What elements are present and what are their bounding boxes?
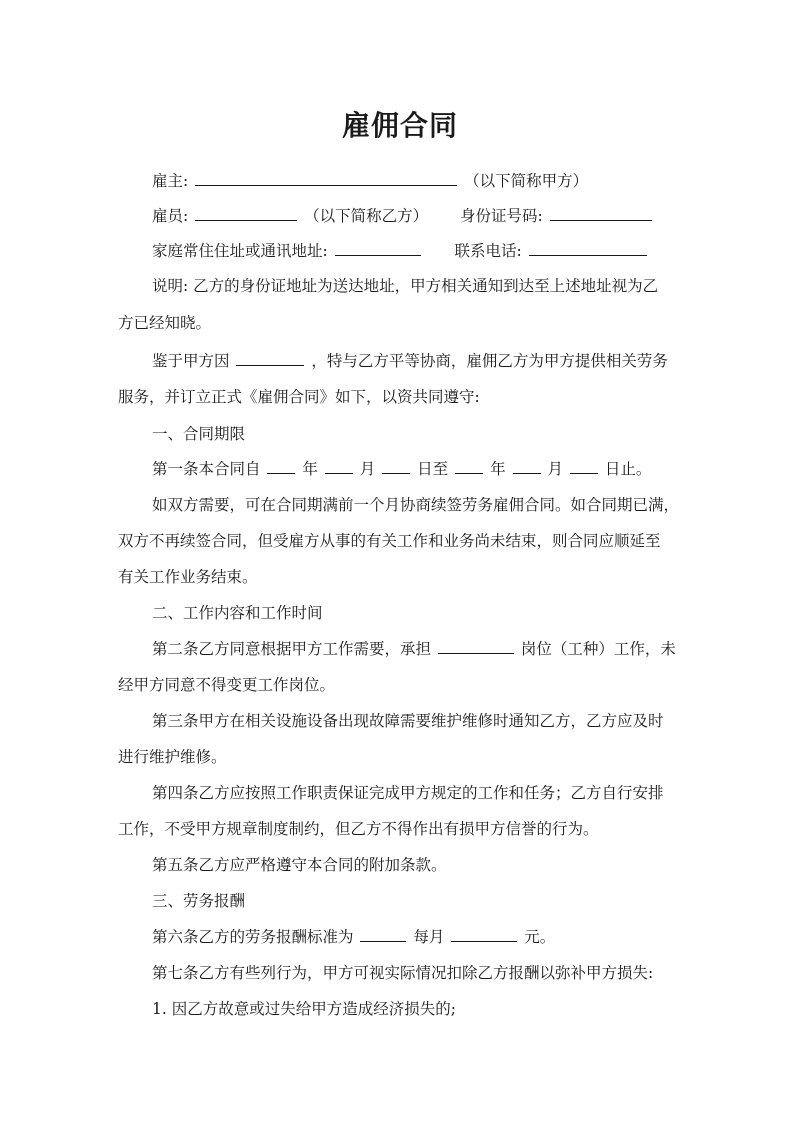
id-number-label: 身份证号码: xyxy=(460,207,543,225)
article-7-line: 第七条乙方有些列行为，甲方可视实际情况扣除乙方报酬以弥补甲方损失: xyxy=(152,964,654,982)
employer-line xyxy=(152,170,588,192)
article-2-text-b: 岗位（工种）工作，未 xyxy=(520,640,676,658)
start-day-blank[interactable] xyxy=(382,458,410,474)
note-line-1: 说明: 乙方的身份证地址为送达地址，甲方相关通知到达至上述地址视为乙 xyxy=(152,277,659,295)
article-1-line xyxy=(152,458,651,480)
preamble-text-a: 鉴于甲方因 xyxy=(152,352,230,370)
end-month-unit: 月 xyxy=(547,460,563,478)
phone-blank[interactable] xyxy=(529,240,647,256)
preamble-text-b: ，特与乙方平等协商，雇佣乙方为甲方提供相关劳务 xyxy=(311,352,668,370)
preamble-line-2: 服务，并订立正式《雇佣合同》如下，以资共同遵守: xyxy=(118,388,480,406)
article-1-text: 第一条本合同自 xyxy=(152,460,261,478)
article-6-text-b: 每月 xyxy=(413,928,445,946)
end-year-unit: 年 xyxy=(490,460,506,478)
start-day-unit: 日至 xyxy=(417,460,449,478)
article-2-line-2: 经甲方同意不得变更工作岗位。 xyxy=(118,676,336,694)
employee-blank[interactable] xyxy=(195,205,297,221)
section-2-heading: 二、工作内容和工作时间 xyxy=(152,604,323,622)
end-day-blank[interactable] xyxy=(570,458,598,474)
renewal-line-3: 有关工作业务结束。 xyxy=(118,568,258,586)
article-6-line xyxy=(152,926,555,948)
article-6-text-c: 元。 xyxy=(524,928,556,946)
pay-standard-blank[interactable] xyxy=(360,926,406,942)
employer-suffix: （以下简称甲方） xyxy=(464,172,589,190)
article-2-text-a: 第二条乙方同意根据甲方工作需要，承担 xyxy=(152,640,432,658)
end-month-blank[interactable] xyxy=(513,458,541,474)
article-3-line-1: 第三条甲方在相关设施设备出现故障需要维护维修时通知乙方，乙方应及时 xyxy=(152,712,664,730)
renewal-line-1: 如双方需要，可在合同期满前一个月协商续签劳务雇佣合同。如合同期已满， xyxy=(152,496,680,514)
section-3-heading: 三、劳务报酬 xyxy=(152,892,246,910)
monthly-amount-blank[interactable] xyxy=(451,926,517,942)
end-day-unit: 日止。 xyxy=(604,460,652,478)
phone-label: 联系电话: xyxy=(454,242,522,260)
employee-suffix: （以下简称乙方） xyxy=(304,207,429,225)
section-1-heading: 一、合同期限 xyxy=(152,425,246,443)
start-year-unit: 年 xyxy=(302,460,318,478)
start-month-unit: 月 xyxy=(359,460,376,478)
start-month-blank[interactable] xyxy=(325,458,353,474)
renewal-line-2: 双方不再续签合同，但受雇方从事的有关工作和业务尚未结束，则合同应顺延至 xyxy=(118,532,661,550)
preamble-line-1 xyxy=(152,350,668,372)
article-4-line-2: 工作，不受甲方规章制度制约，但乙方不得作出有损甲方信誉的行为。 xyxy=(118,820,599,838)
position-blank[interactable] xyxy=(438,638,514,654)
employer-label: 雇主: xyxy=(152,172,189,190)
article-5-line: 第五条乙方应严格遵守本合同的附加条款。 xyxy=(152,856,447,874)
article-4-line-1: 第四条乙方应按照工作职责保证完成甲方规定的工作和任务；乙方自行安排 xyxy=(152,784,664,802)
address-label: 家庭常住住址或通讯地址: xyxy=(152,242,328,260)
address-line xyxy=(152,240,649,262)
document-title: 雇佣合同 xyxy=(341,109,458,142)
article-7-item-1: 1. 因乙方故意或过失给甲方造成经济损失的; xyxy=(152,1000,456,1018)
preamble-reason-blank[interactable] xyxy=(236,350,304,366)
employee-label: 雇员: xyxy=(152,207,189,225)
note-line-2: 方已经知晓。 xyxy=(118,314,212,332)
address-blank[interactable] xyxy=(335,240,421,256)
article-2-line-1 xyxy=(152,638,676,660)
article-6-text-a: 第六条乙方的劳务报酬标准为 xyxy=(152,928,354,946)
id-number-blank[interactable] xyxy=(550,205,652,221)
start-year-blank[interactable] xyxy=(267,458,295,474)
employer-blank[interactable] xyxy=(195,170,457,186)
end-year-blank[interactable] xyxy=(455,458,483,474)
employee-line xyxy=(152,205,654,227)
article-3-line-2: 进行维护维修。 xyxy=(118,748,227,766)
